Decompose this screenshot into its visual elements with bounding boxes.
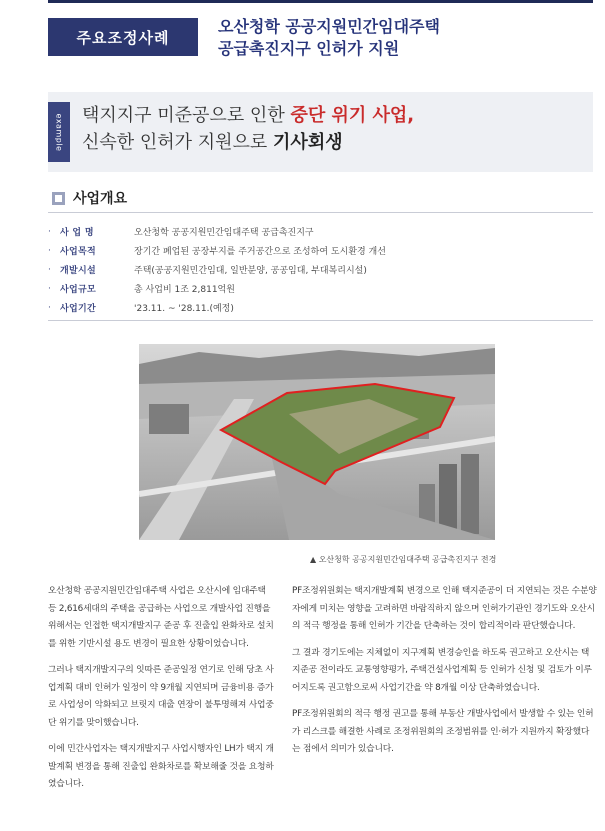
square-bullet-icon [52,192,65,205]
paragraph: 이에 민간사업자는 택지개발지구 사업시행자인 LH가 택지 개발계획 변경을 통해 진출입 완화차로를 확보해줄 것을 요청하였습니다. [48,744,274,789]
summary-label: 사 업 명 [60,228,94,238]
summary-row [48,298,593,317]
body-left-column [48,583,276,803]
example-headline [82,102,414,156]
project-summary [48,222,593,317]
divider [48,212,593,213]
section-title: 사업개요 [73,191,128,207]
section-heading [52,188,127,208]
headline-line-2: 신속한 인허가 지원으로 기사회생 [82,132,343,153]
summary-label: 사업규모 [60,285,96,295]
paragraph: 오산청학 공공지원민간임대주택 사업은 오산시에 임대주택 등 2,616세대의 주택을 공급하는 사업으로 개발사업 진행을 위해서는 인접한 택지개발지구 준공 후 진출입 완화차로 설치를 위한 기반시설 용도 변경이 필요한 상황이었습니다. [48,586,274,649]
aerial-site-photo [139,344,495,540]
bullet-dot-icon: · [48,302,51,313]
example-label: example [48,102,70,162]
paragraph: PF조정위원회는 택지개발계획 변경으로 인해 택지준공이 더 지연되는 것은 수분양자에게 미치는 영향을 고려하면 바람직하지 않으며 인허가기관인 경기도와 오산시의 적극 행정을 통해 인허가 기간을 단축하는 것이 합리적이라 판단했습니다. [292,586,597,631]
summary-label: 사업목적 [60,247,96,257]
section-tag: 주요조정사례 [48,18,198,56]
summary-row [48,260,593,279]
summary-value: 오산청학 공공지원민간임대주택 공급촉진지구 [134,228,314,238]
summary-value: 주택(공공지원민간임대, 일반분양, 공공임대, 부대복리시설) [134,266,367,276]
paragraph: 그 결과 경기도에는 지체없이 지구계획 변경승인을 하도록 권고하고 오산시는 택지준공 전이라도 교통영향평가, 주택건설사업계획 등 인허가 신청 및 검토가 이루어지도록 권고함으로써 사업기간을 약 8개월 이상 단축하였습니다. [292,647,592,693]
summary-label: 개발시설 [60,266,96,276]
title-line-1: 오산청학 공공지원민간임대주택 [218,17,440,36]
bullet-dot-icon: · [48,226,51,237]
summary-value: '23.11. ~ '28.11.(예정) [134,304,234,314]
summary-row [48,241,593,260]
photo-caption: ▲ 오산청학 공공지원민간임대주택 공급촉진지구 전경 [310,555,497,564]
bullet-dot-icon: · [48,264,51,275]
summary-label: 사업기간 [60,304,96,314]
top-rule [48,0,593,3]
paragraph: PF조정위원회의 적극 행정 권고를 통해 부동산 개발사업에서 발생할 수 있는 인허가 리스크를 해결한 사례로 조정위원회의 조정범위를 인·허가 지원까지 확장했다는 점에서 의미가 있습니다. [292,709,594,754]
summary-row [48,222,593,241]
divider [48,320,593,321]
page-title [218,16,440,60]
summary-value: 총 사업비 1조 2,811억원 [134,285,235,295]
paragraph: 그러나 택지개발지구의 잇따른 준공일정 연기로 인해 당초 사업계획 대비 인허가 일정이 약 9개월 지연되며 금융비용 증가로 사업성이 악화되고 브릿지 대출 연장이 불투명해져 사업중단 위기를 맞이했습니다. [48,665,274,728]
bullet-dot-icon: · [48,283,51,294]
summary-row [48,279,593,298]
bullet-dot-icon: · [48,245,51,256]
title-line-2: 공급촉진지구 인허가 지원 [218,39,400,58]
summary-value: 장기간 폐업된 공장부지를 주거공간으로 조성하여 도시환경 개선 [134,247,386,257]
headline-line-1: 택지지구 미준공으로 인한 중단 위기 사업, [82,105,415,126]
body-right-column [292,583,597,768]
